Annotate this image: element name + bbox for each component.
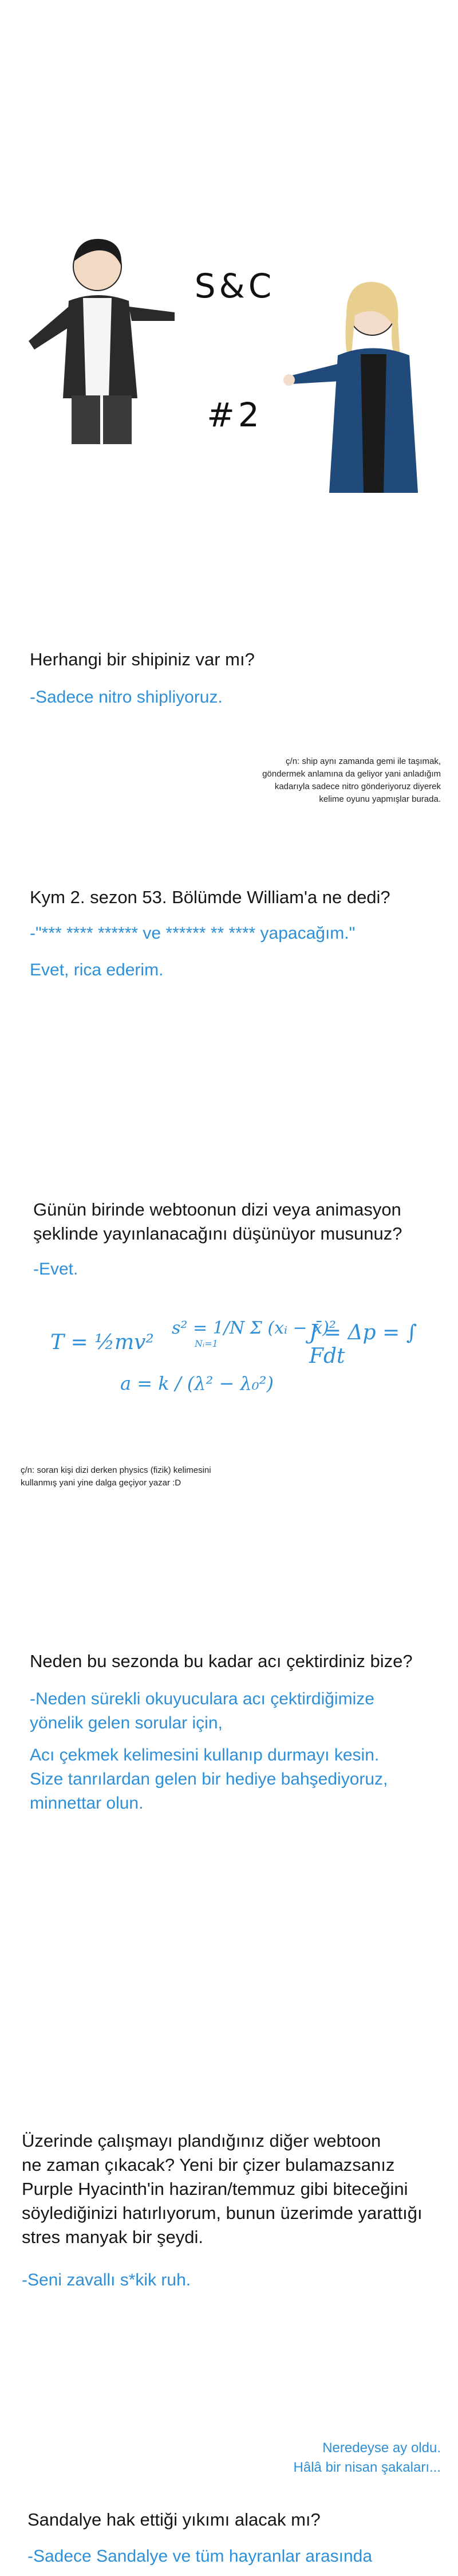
answer-5: -Seni zavallı s*kik ruh.: [22, 2271, 191, 2289]
answer-2-followup: Evet, rica ederim.: [30, 960, 164, 979]
translator-note-1: ç/n: ship aynı zamanda gemi ile taşımak, göndermek anlamına da geliyor yani anladığım kadarıyla sadece nitro gönderiyoruz diyerek kelime oyunu yapmışlar burada.: [262, 756, 441, 804]
issue-number: #2: [207, 395, 263, 434]
question-4: Neden bu sezonda bu kadar acı çektirdiniz bize?: [30, 1651, 413, 1671]
character-right-illustration: [275, 269, 447, 493]
answer-2: -"*** **** ****** ve ****** ** **** yapacağım.": [30, 924, 356, 943]
aside-note: Neredeyse ay oldu. Hâlâ bir nisan şakaları...: [293, 2440, 441, 2475]
formula-variance: s² = 1/N Σ (xᵢ − x̄)² Nᵢ=1: [172, 1318, 336, 1349]
answer-1: -Sadece nitro shipliyoruz.: [30, 688, 223, 707]
formula-cauchy: a = k / (λ² − λ₀²): [120, 1373, 274, 1394]
question-6: Sandalye hak ettiği yıkımı alacak mı?: [27, 2510, 321, 2530]
answer-3: -Evet.: [33, 1260, 78, 1279]
answer-6: -Sadece Sandalye ve tüm hayranlar arasında: [27, 2547, 373, 2566]
question-2: Kym 2. sezon 53. Bölümde William'a ne dedi?: [30, 887, 390, 907]
question-1: Herhangi bir shipiniz var mı?: [30, 649, 255, 669]
character-left-illustration: [23, 226, 177, 444]
translator-note-3: ç/n: soran kişi dizi derken physics (fizik) kelimesini kullanmış yani yine dalga geçiyor yazar :D: [21, 1465, 211, 1488]
formula-impulse: J = Δp = ∫ Fdt: [309, 1321, 417, 1368]
question-3: Günün birinde webtoonun dizi veya animasyon şeklinde yayınlanacağını düşünüyor musunuz?: [33, 1199, 402, 1244]
answer-4: -Neden sürekli okuyuculara acı çektirdiğimize yönelik gelen sorular için, Acı çekmek kelimesini kullanıp durmayı kesin. Size tanrılardan gelen bir hediye bahşediyoruz, minnettar olun.: [30, 1689, 388, 1813]
formula-kinetic-energy: T = ½mv²: [50, 1331, 154, 1354]
page-title: S&C: [194, 266, 275, 305]
question-5: Üzerinde çalışmayı plandığınız diğer webtoon ne zaman çıkacak? Yeni bir çizer bulamazsanız Purple Hyacinth'in haziran/temmuz gibi biteceğini söylediğinizi hatırlıyorum, bunun üzerimde yarattığı stres manyak bir şeydi.: [22, 2131, 423, 2247]
